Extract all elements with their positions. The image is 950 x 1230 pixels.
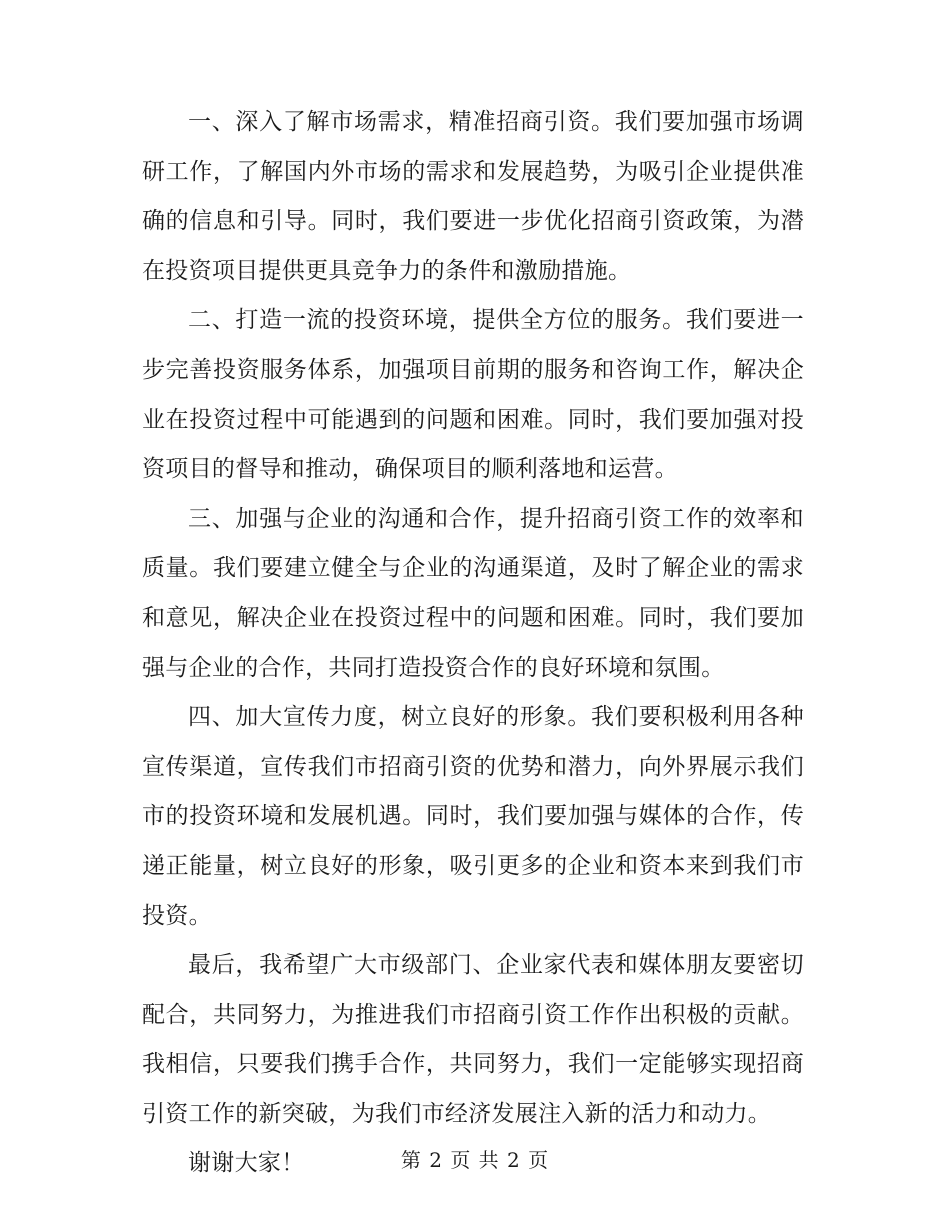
- document-body: [142, 98, 804, 1189]
- paragraph-1: 一、深入了解市场需求，精准招商引资。我们要加强市场调研工作，了解国内外市场的需求和发展趋势，为吸引企业提供准确的信息和引导。同时，我们要进一步优化招商引资政策，为潜在投资项目提供更具竞争力的条件和激励措施。: [142, 109, 804, 284]
- paragraph-3: 三、加强与企业的沟通和合作，提升招商引资工作的效率和质量。我们要建立健全与企业的沟通渠道，及时了解企业的需求和意见，解决企业在投资过程中的问题和困难。同时，我们要加强与企业的合作，共同打造投资合作的良好环境和氛围。: [142, 505, 804, 681]
- paragraph-4: 四、加大宣传力度，树立良好的形象。我们要积极利用各种宣传渠道，宣传我们市招商引资的优势和潜力，向外界展示我们市的投资环境和发展机遇。同时，我们要加强与媒体的合作，传递正能量，树立良好的形象，吸引更多的企业和资本来到我们市投资。: [142, 704, 804, 929]
- paragraph-closing: 谢谢大家！: [188, 1150, 305, 1177]
- paragraph-2: 二、打造一流的投资环境，提供全方位的服务。我们要进一步完善投资服务体系，加强项目前期的服务和咨询工作，解决企业在投资过程中可能遇到的问题和困难。同时，我们要加强对投资项目的督导和推动，确保项目的顺利落地和运营。: [142, 307, 804, 483]
- paragraph-5: 最后，我希望广大市级部门、企业家代表和媒体朋友要密切配合，共同努力，为推进我们市招商引资工作作出积极的贡献。我相信，只要我们携手合作，共同努力，我们一定能够实现招商引资工作的新突破，为我们市经济发展注入新的活力和动力。: [142, 952, 804, 1127]
- page-footer: 第 2 页 共 2 页: [400, 1148, 550, 1172]
